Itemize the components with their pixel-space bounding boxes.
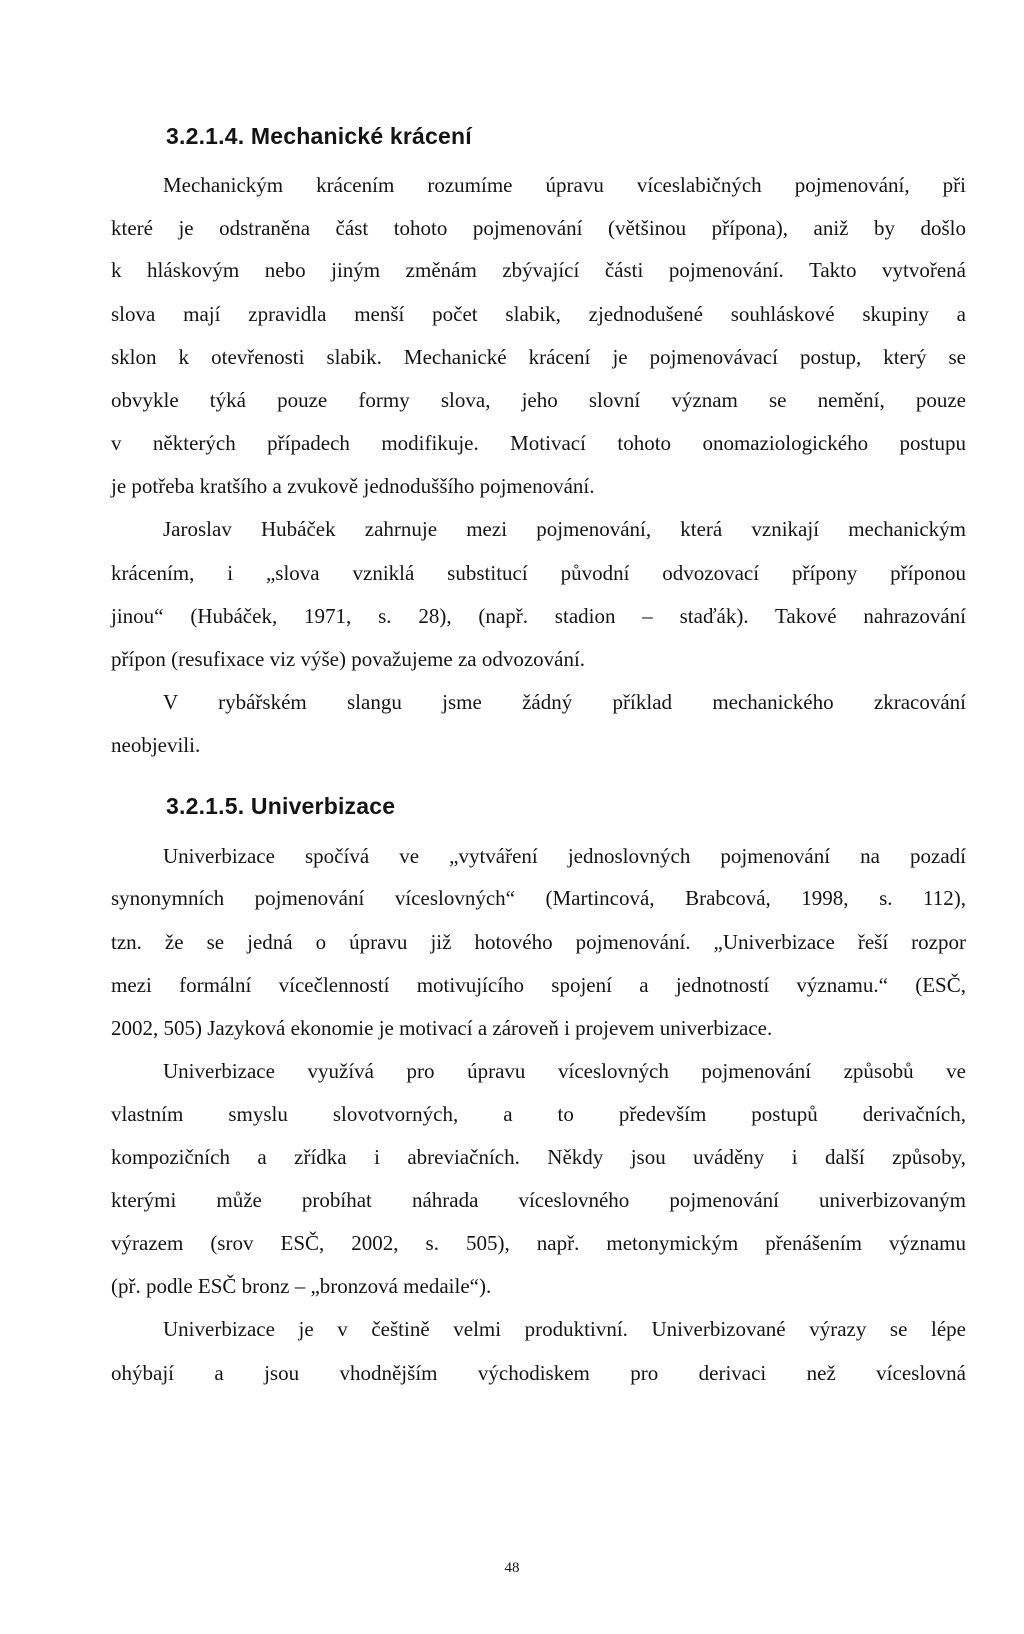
- text-line: sklon k otevřenosti slabik. Mechanické krácení je pojmenovávací postup, který se: [111, 345, 966, 369]
- text-line: Univerbizace je v češtině velmi produktivní. Univerbizované výrazy se lépe: [163, 1317, 966, 1341]
- text-line: přípon (resufixace viz výše) považujeme za odvozování.: [111, 647, 586, 671]
- text-line: (př. podle ESČ bronz – „bronzová medaile“).: [111, 1274, 492, 1298]
- text-line: synonymních pojmenování víceslovných“ (Martincová, Brabcová, 1998, s. 112),: [111, 886, 966, 910]
- text-line: Jaroslav Hubáček zahrnuje mezi pojmenování, která vznikají mechanickým: [163, 517, 966, 541]
- text-line: kompozičních a zřídka i abreviačních. Někdy jsou uváděny i další způsoby,: [111, 1145, 966, 1169]
- text-line: krácením, i „slova vzniklá substitucí původní odvozovací přípony příponou: [111, 561, 966, 585]
- text-line: je potřeba kratšího a zvukově jednoduššího pojmenování.: [111, 474, 595, 498]
- text-line: V rybářském slangu jsme žádný příklad mechanického zkracování: [163, 690, 966, 714]
- text-line: v některých případech modifikuje. Motivací tohoto onomaziologického postupu: [111, 431, 966, 455]
- text-line: neobjevili.: [111, 733, 201, 757]
- text-line: Univerbizace spočívá ve „vytváření jednoslovných pojmenování na pozadí: [163, 844, 966, 868]
- text-line: jinou“ (Hubáček, 1971, s. 28), (např. stadion – staďák). Takové nahrazování: [111, 604, 966, 628]
- text-line: slova mají zpravidla menší počet slabik, zjednodušené souhláskové skupiny a: [111, 302, 966, 326]
- section-heading-mechanicke-kraceni: 3.2.1.4. Mechanické krácení: [166, 123, 472, 149]
- text-line: k hláskovým nebo jiným změnám zbývající části pojmenování. Takto vytvořená: [111, 258, 966, 282]
- page-number: 48: [504, 1560, 520, 1576]
- text-line: vlastním smyslu slovotvorných, a to především postupů derivačních,: [111, 1102, 966, 1126]
- text-line: mezi formální vícečlenností motivujícího spojení a jednotností významu.“ (ESČ,: [111, 973, 966, 997]
- text-line: obvykle týká pouze formy slova, jeho slovní význam se nemění, pouze: [111, 388, 966, 412]
- text-line: 2002, 505) Jazyková ekonomie je motivací a zároveň i projevem univerbizace.: [111, 1016, 773, 1040]
- text-line: které je odstraněna část tohoto pojmenování (většinou přípona), aniž by došlo: [111, 216, 966, 240]
- text-line: ohýbají a jsou vhodnějším východiskem pro derivaci než víceslovná: [111, 1361, 966, 1385]
- section-heading-univerbizace: 3.2.1.5. Univerbizace: [166, 793, 396, 819]
- text-line: Mechanickým krácením rozumíme úpravu víceslabičných pojmenování, při: [163, 173, 966, 197]
- text-line: tzn. že se jedná o úpravu již hotového pojmenování. „Univerbizace řeší rozpor: [111, 930, 966, 954]
- text-line: výrazem (srov ESČ, 2002, s. 505), např. metonymickým přenášením významu: [111, 1231, 966, 1255]
- text-line: kterými může probíhat náhrada víceslovného pojmenování univerbizovaným: [111, 1188, 966, 1212]
- text-line: Univerbizace využívá pro úpravu víceslovných pojmenování způsobů ve: [163, 1059, 966, 1083]
